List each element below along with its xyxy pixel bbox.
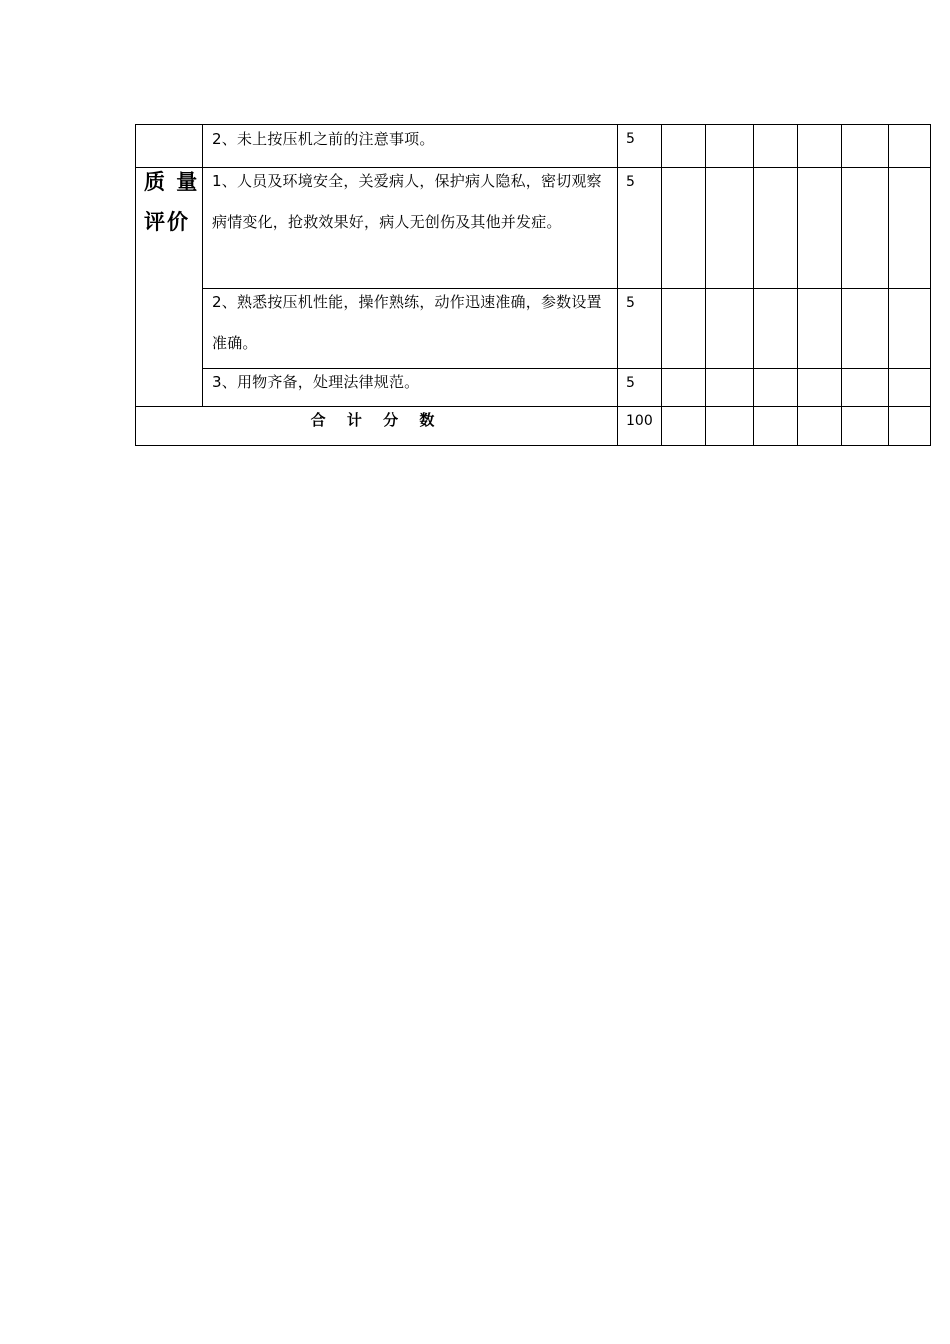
grade-cell [798,407,842,446]
grade-cell [754,289,798,369]
grade-cell [662,168,706,289]
grade-cell [754,125,798,168]
item-text: 3、用物齐备，处理法律规范。 [212,373,420,391]
table-row [136,289,931,369]
grade-cell [889,168,931,289]
category-line-1: 质 量 [144,170,200,194]
score-value: 5 [626,131,635,147]
grade-cell [889,125,931,168]
grade-cell [754,168,798,289]
item-text: 2、熟悉按压机性能，操作熟练，动作迅速准确，参数设置准确。 [212,293,602,352]
grade-cell [889,289,931,369]
grade-cell [706,407,754,446]
grade-cell [754,369,798,407]
grade-cell [842,289,889,369]
grade-cell [842,125,889,168]
grade-cell [889,407,931,446]
total-label: 合 计 分 数 [310,411,443,429]
total-score: 100 [626,413,653,429]
score-cell [618,369,662,407]
grade-cell [798,369,842,407]
item-cell [203,168,618,289]
grade-cell [662,289,706,369]
grade-cell [754,407,798,446]
category-label [136,169,202,235]
grading-table [135,124,931,446]
score-value: 5 [626,174,635,190]
table-row [136,369,931,407]
table-row [136,168,931,289]
category-cell [136,168,203,407]
total-row [136,407,931,446]
grade-cell [842,369,889,407]
grade-cell [706,168,754,289]
grade-cell [706,369,754,407]
item-cell [203,289,618,369]
item-text: 2、未上按压机之前的注意事项。 [212,130,435,148]
item-text: 1、人员及环境安全，关爱病人，保护病人隐私，密切观察病情变化，抢救效果好，病人无创伤及其他并发症。 [212,172,602,231]
total-label-cell [136,407,618,446]
grade-cell [706,125,754,168]
grade-cell [662,407,706,446]
category-cell-empty [136,125,203,168]
total-score-cell [618,407,662,446]
grade-cell [706,289,754,369]
score-value: 5 [626,295,635,311]
item-cell [203,369,618,407]
score-value: 5 [626,375,635,391]
grade-cell [798,125,842,168]
grade-cell [842,407,889,446]
grade-cell [842,168,889,289]
score-cell [618,125,662,168]
grade-cell [662,369,706,407]
score-cell [618,168,662,289]
grade-cell [662,125,706,168]
grade-cell [889,369,931,407]
grade-cell [798,289,842,369]
category-line-2: 评价 [144,210,190,234]
grade-cell [798,168,842,289]
score-cell [618,289,662,369]
